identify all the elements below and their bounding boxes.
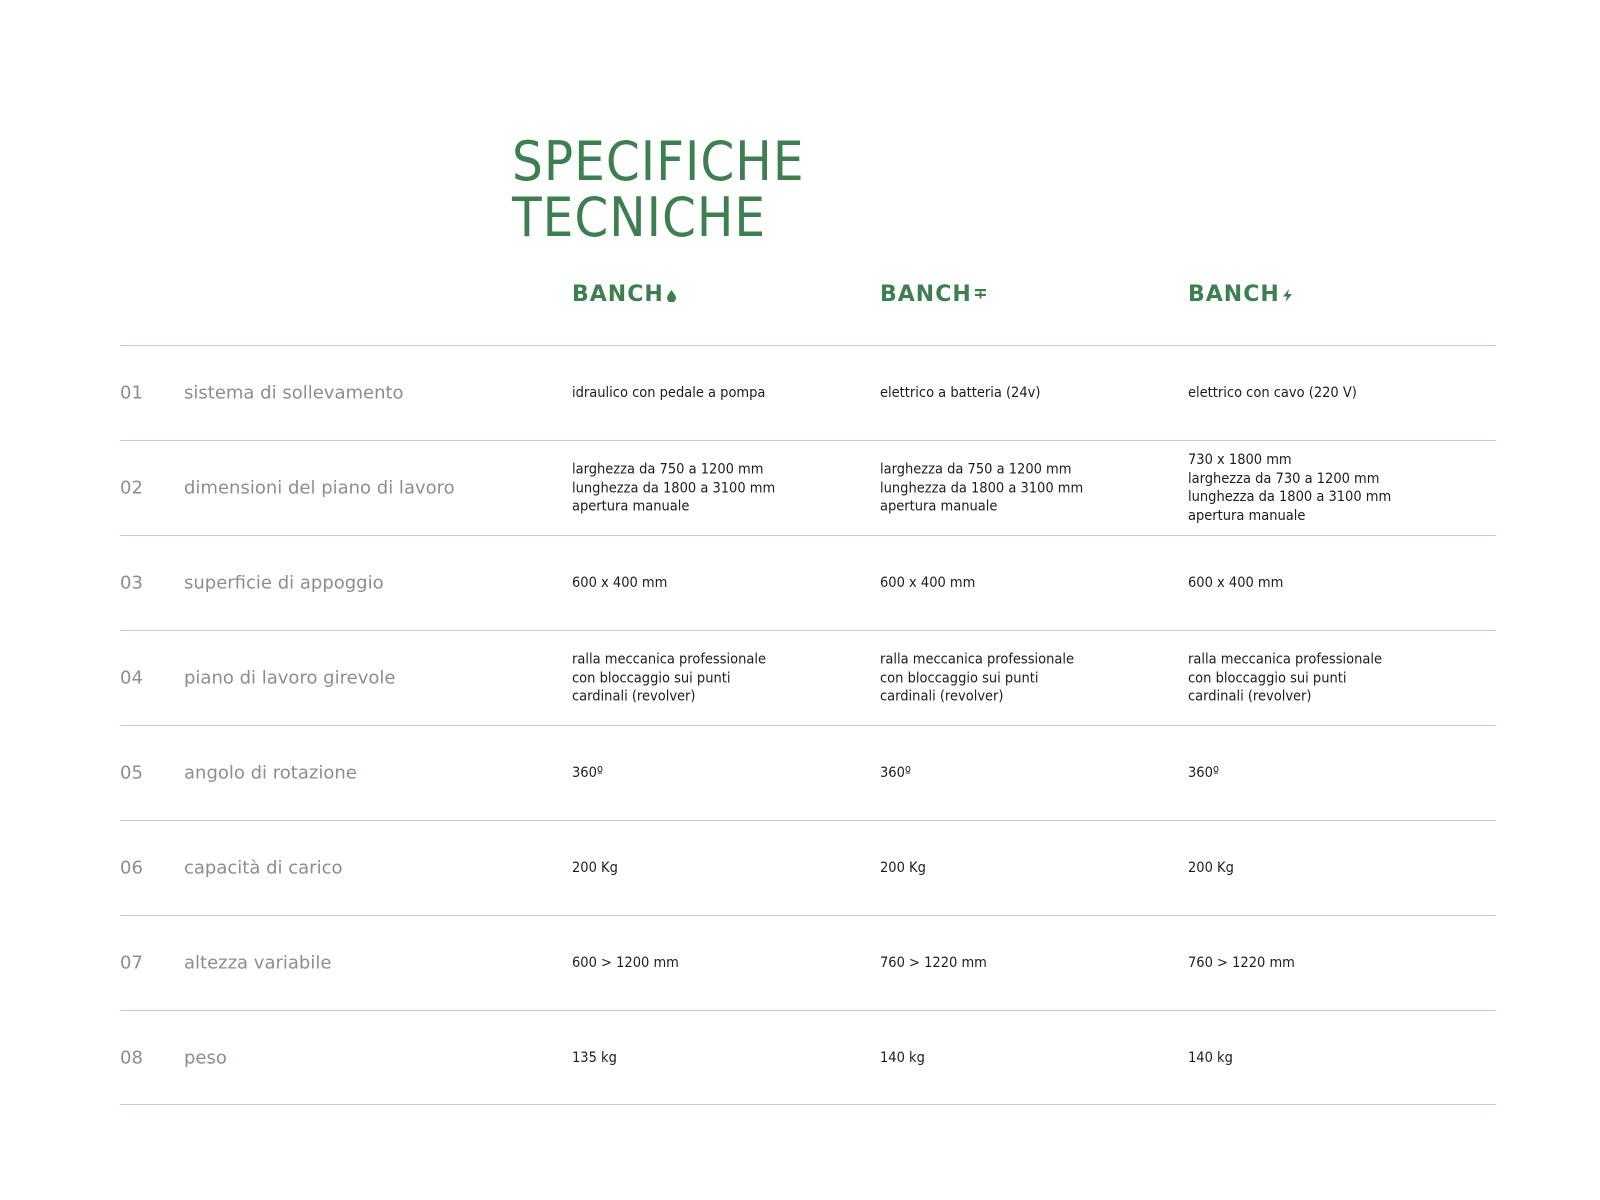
table-row <box>120 630 1496 725</box>
cell-value: 360º <box>572 764 604 781</box>
cell-value: idraulico con pedale a pompa <box>572 384 766 401</box>
table-row <box>120 725 1496 820</box>
row-number: 02 <box>120 477 143 499</box>
cell-value: ralla meccanica professionale con bloccaggio sui punti cardinali (revolver) <box>880 651 1075 705</box>
cell-value: ralla meccanica professionale con bloccaggio sui punti cardinali (revolver) <box>572 651 767 705</box>
cell-value: 200 Kg <box>1188 859 1234 876</box>
cell-value: elettrico a batteria (24v) <box>880 384 1041 401</box>
cell-value: ralla meccanica professionale con bloccaggio sui punti cardinali (revolver) <box>1188 651 1383 705</box>
row-label: superficie di appoggio <box>184 572 384 594</box>
row-label: peso <box>184 1047 227 1068</box>
lightning-icon <box>1283 283 1292 308</box>
product-name: BANCH <box>572 282 664 307</box>
table-row <box>120 535 1496 630</box>
cell-value: 200 Kg <box>880 859 926 876</box>
cell-value: 140 kg <box>1188 1049 1233 1066</box>
battery-icon <box>975 283 986 308</box>
product-name: BANCH <box>1188 282 1280 307</box>
table-row <box>120 1010 1496 1105</box>
cell-value: 200 Kg <box>572 859 618 876</box>
row-number: 06 <box>120 857 143 879</box>
page-title-line-2: TECNICHE <box>512 186 767 249</box>
cell-value: 600 > 1200 mm <box>572 954 679 971</box>
page-title <box>512 130 805 249</box>
product-header-banch-hydraulic <box>572 282 676 308</box>
cell-value: 360º <box>1188 764 1220 781</box>
row-label: altezza variabile <box>184 952 332 974</box>
product-header-banch-battery <box>880 282 986 308</box>
page-title-line-1: SPECIFICHE <box>512 130 805 193</box>
row-label: angolo di rotazione <box>184 762 357 784</box>
row-number: 08 <box>120 1047 143 1068</box>
row-number: 05 <box>120 762 143 784</box>
table-row <box>120 440 1496 535</box>
table-row <box>120 915 1496 1010</box>
product-name: BANCH <box>880 282 972 307</box>
row-label: sistema di sollevamento <box>184 382 404 404</box>
cell-value: 760 > 1220 mm <box>1188 954 1295 971</box>
cell-value: larghezza da 750 a 1200 mm lunghezza da 1800 a 3100 mm apertura manuale <box>572 461 776 515</box>
specifications-table <box>120 345 1496 1105</box>
cell-value: 140 kg <box>880 1049 925 1066</box>
table-row <box>120 820 1496 915</box>
table-row <box>120 345 1496 440</box>
product-header-banch-electric <box>1188 282 1292 308</box>
cell-value: 360º <box>880 764 912 781</box>
row-number: 03 <box>120 572 143 594</box>
cell-value: 730 x 1800 mm larghezza da 730 a 1200 mm lunghezza da 1800 a 3100 mm apertura manuale <box>1188 452 1392 524</box>
cell-value: elettrico con cavo (220 V) <box>1188 384 1357 401</box>
row-label: dimensioni del piano di lavoro <box>184 477 455 499</box>
row-number: 04 <box>120 667 143 689</box>
row-label: piano di lavoro girevole <box>184 667 396 689</box>
row-number: 01 <box>120 382 143 404</box>
cell-value: 760 > 1220 mm <box>880 954 987 971</box>
cell-value: 600 x 400 mm <box>1188 574 1284 591</box>
row-number: 07 <box>120 952 143 974</box>
cell-value: 600 x 400 mm <box>880 574 976 591</box>
cell-value: 600 x 400 mm <box>572 574 668 591</box>
cell-value: larghezza da 750 a 1200 mm lunghezza da 1800 a 3100 mm apertura manuale <box>880 461 1084 515</box>
row-label: capacità di carico <box>184 857 343 879</box>
cell-value: 135 kg <box>572 1049 617 1066</box>
drop-icon <box>667 283 676 308</box>
